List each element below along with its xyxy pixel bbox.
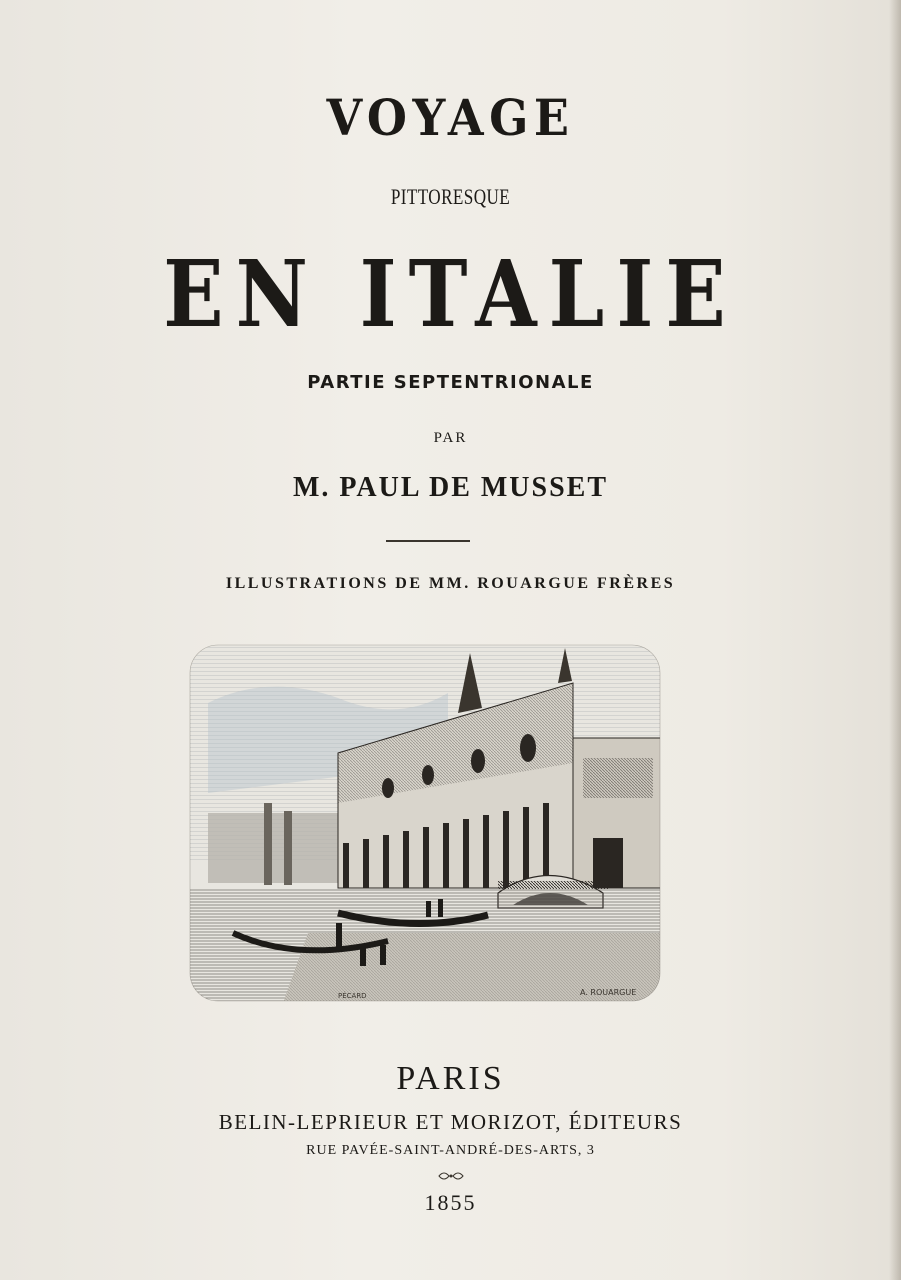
imprint-city: PARIS (396, 1060, 505, 1097)
artist-signature: A. ROUARGUE (580, 988, 637, 997)
imprint-address: RUE PAVÉE-SAINT-ANDRÉ-DES-ARTS, 3 (306, 1143, 595, 1158)
fleuron-icon (437, 1170, 465, 1182)
engraver-signature: PÉCARD (338, 992, 367, 1000)
imprint-year: 1855 (424, 1190, 477, 1215)
imprint-publisher: BELIN-LEPRIEUR ET MORIZOT, ÉDITEURS (218, 1110, 683, 1134)
column-san-marco (264, 803, 272, 885)
bridge-balustrade (498, 881, 608, 889)
title-en-italie: EN ITALIE (163, 240, 738, 348)
author-name: M. PAUL DE MUSSET (292, 472, 609, 503)
distant-buildings (208, 813, 348, 883)
title-pittoresque: PITTORESQUE (390, 184, 511, 209)
fleuron-ornament (0, 1170, 901, 1186)
by-label: PAR (433, 430, 468, 446)
subtitle-partie-septentrionale: PARTIE SEPTENTRIONALE (307, 372, 594, 393)
prison-doorway (593, 838, 623, 888)
illustrations-credit: ILLUSTRATIONS DE MM. ROUARGUE FRÈRES (225, 575, 676, 592)
column-san-todaro (284, 811, 292, 885)
divider-rule (386, 540, 470, 542)
venice-doges-palace-engraving (188, 643, 662, 1003)
title-voyage: VOYAGE (326, 88, 575, 147)
